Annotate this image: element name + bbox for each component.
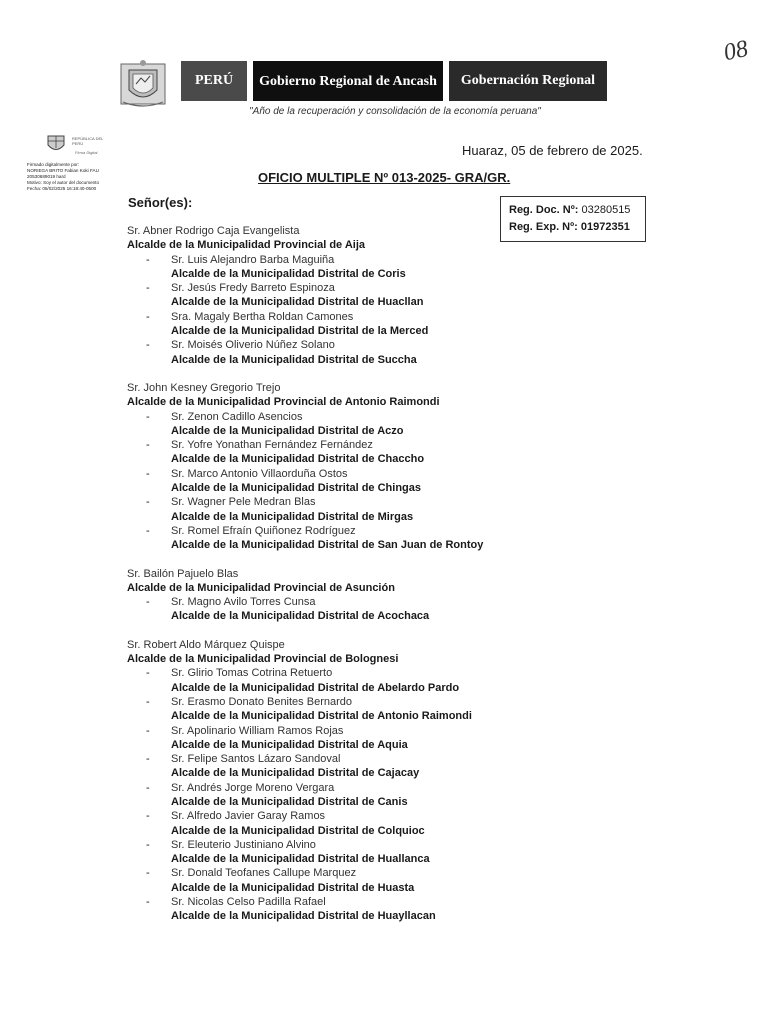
list-dash: - [146,253,150,266]
list-dash: - [146,467,150,480]
district-entry [127,524,647,553]
district-mayor-name: Sr. Felipe Santos Lázaro Sandoval [171,753,341,766]
recipient-list [127,224,647,938]
district-mayor-title: Alcalde de la Municipalidad Distrital de Cajacay [171,767,420,780]
district-mayor-title: Alcalde de la Municipalidad Distrital de Huayllacan [171,910,436,923]
district-entry [127,595,647,624]
district-mayor-title: Alcalde de la Municipalidad Distrital de Aquia [171,738,408,751]
district-entry [127,495,647,524]
district-mayor-title: Alcalde de la Municipalidad Distrital de Huallanca [171,853,430,866]
district-mayor-name: Sr. Alfredo Javier Garay Ramos [171,810,326,823]
district-mayor-title: Alcalde de la Municipalidad Distrital de Mirgas [171,510,414,523]
firma-digital-label: Firma Digital [75,150,98,155]
year-motto: "Año de la recuperación y consolidación de la economía peruana" [249,106,541,117]
list-dash: - [146,439,150,452]
reg-doc-value: 03280515 [581,204,631,216]
list-dash: - [146,896,150,909]
provincial-group [127,567,647,624]
district-mayor-title: Alcalde de la Municipalidad Distrital de San Juan de Rontoy [171,539,484,552]
district-mayor-title: Alcalde de la Municipalidad Distrital de Canis [171,795,408,808]
district-entry [127,338,647,367]
reg-doc-row [509,202,637,219]
district-mayor-name: Sr. Nicolas Celso Padilla Rafael [171,896,326,909]
district-mayor-title: Alcalde de la Municipalidad Distrital de Antonio Raimondi [171,710,472,723]
district-mayor-title: Alcalde de la Municipalidad Distrital de Huasta [171,881,415,894]
list-dash: - [146,524,150,537]
district-mayor-name: Sr. Luis Alejandro Barba Maguiña [171,253,335,266]
provincial-mayor-name: Sr. John Kesney Gregorio Trejo [127,381,281,394]
regional-crest-icon [119,58,167,108]
signature-line: Motivo: Soy el autor del documento [27,180,100,185]
district-entry [127,866,647,895]
district-mayor-title: Alcalde de la Municipalidad Distrital de Chingas [171,482,421,495]
district-mayor-name: Sr. Wagner Pele Medran Blas [171,496,316,509]
handwritten-page-number: 08 [721,35,751,67]
provincial-mayor-title: Alcalde de la Municipalidad Provincial de Asunción [127,581,395,594]
district-mayor-name: Sr. Andrés Jorge Moreno Vergara [171,781,335,794]
gobernacion-regional-label: Gobernación Regional [449,61,607,101]
list-dash: - [146,339,150,352]
provincial-group [127,638,647,924]
district-mayor-title: Alcalde de la Municipalidad Distrital de Succha [171,353,417,366]
list-dash: - [146,724,150,737]
list-dash: - [146,781,150,794]
list-dash: - [146,496,150,509]
district-entry [127,438,647,467]
district-mayor-name: Sr. Marco Antonio Villaorduña Ostos [171,467,348,480]
signature-details [27,162,127,192]
list-dash: - [146,596,150,609]
district-entry [127,410,647,439]
provincial-group [127,224,647,367]
republica-label: REPÚBLICA DEL PERÚ [72,136,104,146]
signature-line: NORIEGA BRITO Fabian Koki FAU [27,168,99,173]
provincial-mayor-name: Sr. Bailón Pajuelo Blas [127,567,239,580]
district-mayor-name: Sr. Zenon Cadillo Asencios [171,410,303,423]
list-dash: - [146,282,150,295]
salutation: Señor(es): [128,195,193,210]
district-mayor-title: Alcalde de la Municipalidad Distrital de Coris [171,267,406,280]
district-mayor-title: Alcalde de la Municipalidad Distrital de Chaccho [171,453,425,466]
provincial-mayor-title: Alcalde de la Municipalidad Provincial de Antonio Raimondi [127,396,440,409]
gobierno-regional-label: Gobierno Regional de Ancash [253,61,443,101]
district-entry [127,695,647,724]
reg-doc-label: Reg. Doc. Nº: [509,204,579,216]
district-mayor-name: Sr. Apolinario William Ramos Rojas [171,724,344,737]
district-mayor-title: Alcalde de la Municipalidad Distrital de Colquioc [171,824,425,837]
signature-line: Fecha: 05/02/2025 16:18:40-0500 [27,186,97,191]
provincial-mayor-name: Sr. Abner Rodrigo Caja Evangelista [127,225,300,237]
list-dash: - [146,753,150,766]
district-mayor-title: Alcalde de la Municipalidad Distrital de Huacllan [171,296,424,309]
district-mayor-name: Sr. Glirio Tomas Cotrina Retuerto [171,667,333,680]
provincial-mayor-title: Alcalde de la Municipalidad Provincial de Aija [127,239,365,252]
list-dash: - [146,410,150,423]
peru-header-label: PERÚ [181,61,247,101]
document-date: Huaraz, 05 de febrero de 2025. [462,143,643,158]
district-mayor-name: Sr. Erasmo Donato Benites Bernardo [171,695,352,708]
signature-line: Firmado digitalmente por: [27,162,80,167]
provincial-group [127,381,647,553]
district-entry [127,752,647,781]
district-entry [127,781,647,810]
district-entry [127,281,647,310]
peru-emblem-icon [45,132,67,154]
signature-line: 20530689019 hard [27,174,66,179]
provincial-mayor-title: Alcalde de la Municipalidad Provincial de Bolognesi [127,653,399,666]
district-mayor-title: Alcalde de la Municipalidad Distrital de Aczo [171,424,404,437]
district-entry [127,310,647,339]
district-mayor-name: Sr. Jesús Fredy Barreto Espinoza [171,282,335,295]
list-dash: - [146,838,150,851]
district-mayor-name: Sr. Donald Teofanes Callupe Marquez [171,867,357,880]
district-entry [127,895,647,924]
district-mayor-title: Alcalde de la Municipalidad Distrital de Acochaca [171,610,430,623]
provincial-mayor-name: Sr. Robert Aldo Márquez Quispe [127,638,285,651]
district-entry [127,467,647,496]
district-entry [127,724,647,753]
district-mayor-title: Alcalde de la Municipalidad Distrital de la Merced [171,325,429,338]
document-title: OFICIO MULTIPLE Nº 013-2025- GRA/GR. [258,170,511,185]
district-entry [127,809,647,838]
district-mayor-name: Sr. Eleuterio Justiniano Alvino [171,838,316,851]
district-entry [127,666,647,695]
district-entry [127,253,647,282]
district-entry [127,838,647,867]
list-dash: - [146,667,150,680]
list-dash: - [146,310,150,323]
district-mayor-name: Sr. Magno Avilo Torres Cunsa [171,596,316,609]
reg-exp-label: Reg. Exp. Nº: [509,221,578,233]
list-dash: - [146,867,150,880]
district-mayor-name: Sr. Yofre Yonathan Fernández Fernández [171,439,373,452]
list-dash: - [146,695,150,708]
district-mayor-title: Alcalde de la Municipalidad Distrital de Abelardo Pardo [171,681,460,694]
district-mayor-name: Sr. Moisés Oliverio Núñez Solano [171,339,335,352]
reg-exp-value: 01972351 [580,221,630,233]
list-dash: - [146,810,150,823]
district-mayor-name: Sr. Romel Efraín Quiñonez Rodríguez [171,524,356,537]
district-mayor-name: Sra. Magaly Bertha Roldan Camones [171,310,354,323]
